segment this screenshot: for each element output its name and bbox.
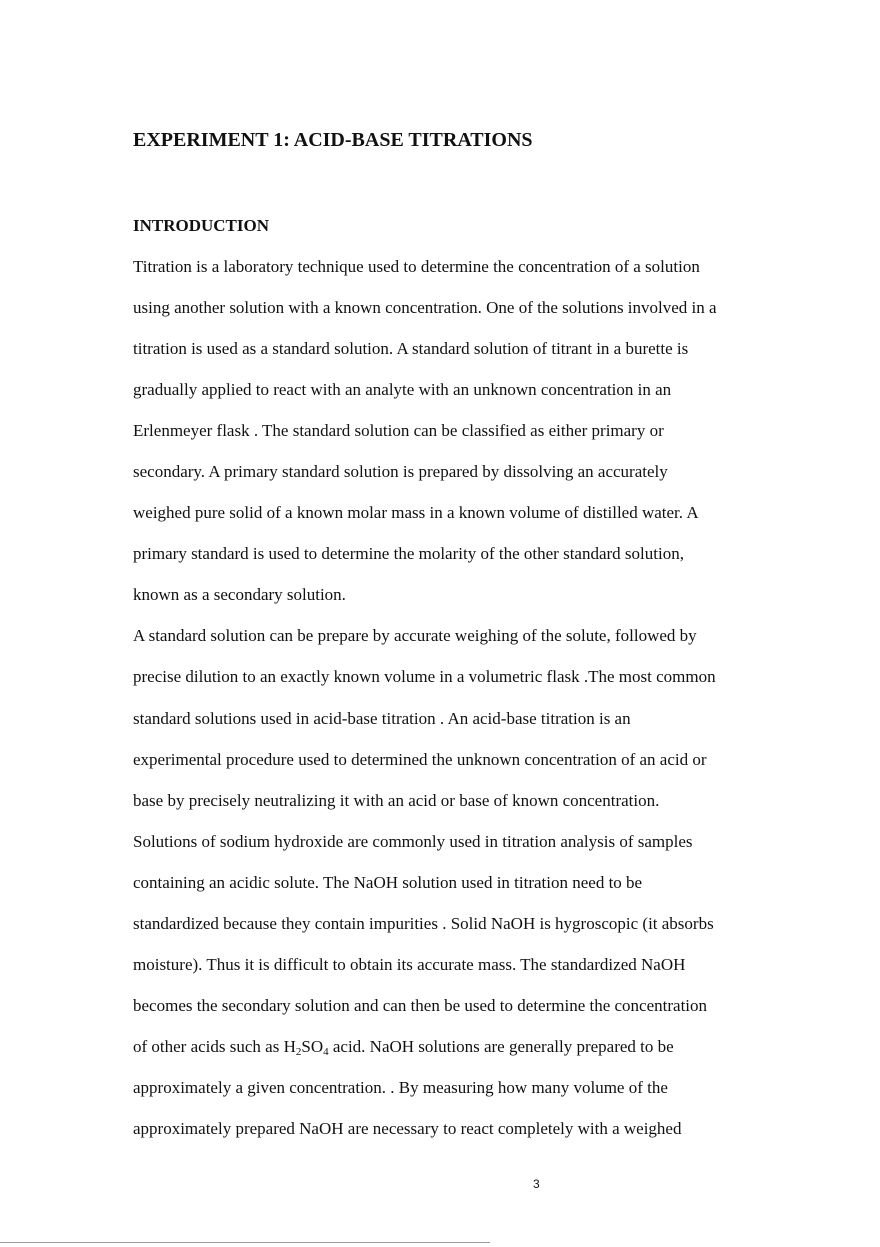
footer-divider xyxy=(0,1242,490,1243)
paragraph-line: moisture). Thus it is difficult to obtain its accurate mass. The standardized NaOH xyxy=(133,954,686,974)
paragraph-line: known as a secondary solution. xyxy=(133,585,346,605)
formula-subscript-4: 4 xyxy=(323,1045,329,1058)
paragraph-line: base by precisely neutralizing it with an acid or base of known concentration. xyxy=(133,790,660,810)
formula-element-so: SO xyxy=(301,1036,324,1056)
formula-line-before: of other acids such as xyxy=(133,1036,284,1056)
paragraph-line: experimental procedure used to determined the unknown concentration of an acid or xyxy=(133,749,707,769)
paragraph-line: precise dilution to an exactly known volume in a volumetric flask .The most common xyxy=(133,667,716,687)
paragraph-line: titration is used as a standard solution. A standard solution of titrant in a burette is xyxy=(133,339,689,359)
paragraph-line: gradually applied to react with an analyte with an unknown concentration in an xyxy=(133,380,672,400)
introduction-body xyxy=(133,253,773,1156)
paragraph-line: weighed pure solid of a known molar mass in a known volume of distilled water. A xyxy=(133,503,699,523)
paragraph-line: Solutions of sodium hydroxide are commonly used in titration analysis of samples xyxy=(133,831,693,851)
formula-line xyxy=(133,1033,773,1074)
paragraph-line: standardized because they contain impurities . Solid NaOH is hygroscopic (it absorbs xyxy=(133,913,714,933)
page-number: 3 xyxy=(533,1177,540,1191)
paragraph-line: standard solutions used in acid-base titration . An acid-base titration is an xyxy=(133,708,631,728)
paragraph-line: Erlenmeyer flask . The standard solution can be classified as either primary or xyxy=(133,421,664,441)
sulfuric-acid-formula xyxy=(284,1037,329,1056)
paragraph-line: A standard solution can be prepare by accurate weighing of the solute, followed by xyxy=(133,626,697,646)
page-title: EXPERIMENT 1: ACID-BASE TITRATIONS xyxy=(133,129,533,151)
paragraph-line: Titration is a laboratory technique used to determine the concentration of a solution xyxy=(133,257,700,276)
formula-subscript-2: 2 xyxy=(295,1045,302,1058)
paragraph-line: containing an acidic solute. The NaOH solution used in titration need to be xyxy=(133,872,643,892)
formula-element-h: H xyxy=(283,1036,296,1056)
paragraph-line: using another solution with a known concentration. One of the solutions involved in a xyxy=(133,298,717,318)
paragraph-line: approximately prepared NaOH are necessary to react completely with a weighed xyxy=(133,1118,682,1138)
section-heading-introduction: INTRODUCTION xyxy=(133,216,270,235)
paragraph-line: secondary. A primary standard solution is prepared by dissolving an accurately xyxy=(133,462,668,482)
formula-line-after: acid. NaOH solutions are generally prepared to be xyxy=(328,1036,674,1056)
paragraph-line: becomes the secondary solution and can then be used to determine the concentration xyxy=(133,995,708,1015)
paragraph-line: approximately a given concentration. . By measuring how many volume of the xyxy=(133,1077,668,1097)
paragraph-line: primary standard is used to determine the molarity of the other standard solution, xyxy=(133,544,684,564)
